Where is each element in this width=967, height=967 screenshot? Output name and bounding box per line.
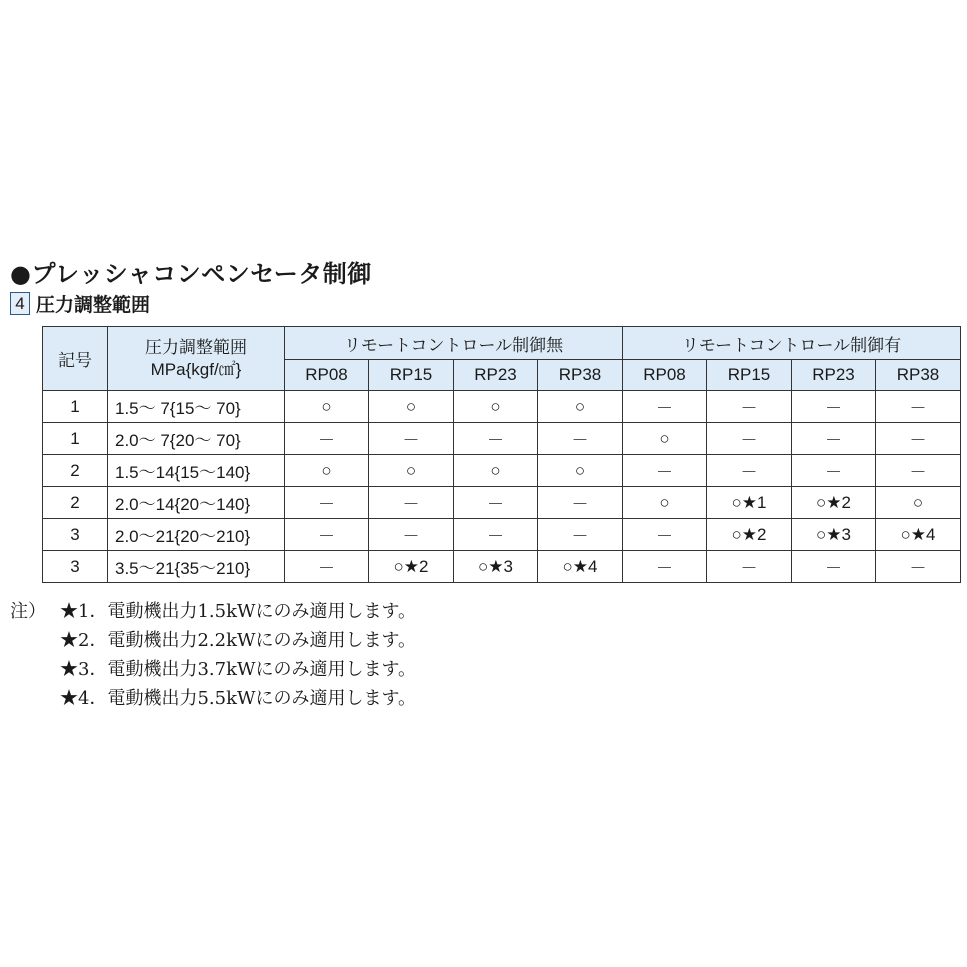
header-model: RP15 — [369, 360, 454, 391]
cell-availability: － — [285, 519, 369, 551]
header-model: RP38 — [538, 360, 623, 391]
note-item — [10, 597, 416, 626]
cell-availability: － — [369, 487, 454, 519]
header-model: RP15 — [707, 360, 792, 391]
cell-availability: ○ — [538, 391, 623, 423]
cell-availability: － — [285, 487, 369, 519]
note-text: ★2．電動機出力2.2kWにのみ適用します。 — [60, 630, 417, 651]
header-model: RP23 — [792, 360, 876, 391]
cell-range: 3.5～21{35～210} — [108, 551, 285, 583]
cell-availability: － — [454, 423, 538, 455]
cell-symbol: 1 — [43, 391, 108, 423]
cell-availability: ○ — [369, 391, 454, 423]
cell-availability: ○★1 — [707, 487, 792, 519]
header-range-line1: 圧力調整範囲 — [145, 337, 247, 357]
note-text: ★1．電動機出力1.5kWにのみ適用します。 — [60, 601, 417, 622]
cell-availability: － — [538, 423, 623, 455]
page-title: ●プレッシャコンペンセータ制御 — [10, 260, 372, 288]
note-item — [10, 626, 416, 655]
cell-availability: ○★2 — [792, 487, 876, 519]
note-item — [10, 684, 416, 713]
cell-availability: － — [792, 391, 876, 423]
cell-availability: － — [876, 423, 961, 455]
cell-availability: － — [792, 423, 876, 455]
cell-availability: － — [792, 551, 876, 583]
cell-availability: － — [623, 455, 707, 487]
cell-availability: ○★3 — [454, 551, 538, 583]
cell-range: 2.0～21{20～210} — [108, 519, 285, 551]
cell-availability: ○★3 — [792, 519, 876, 551]
cell-symbol: 3 — [43, 519, 108, 551]
notes — [10, 597, 416, 713]
cell-availability: － — [623, 551, 707, 583]
cell-availability: － — [454, 519, 538, 551]
cell-availability: － — [792, 455, 876, 487]
cell-symbol: 2 — [43, 455, 108, 487]
cell-availability: － — [876, 391, 961, 423]
header-symbol: 記号 — [43, 327, 108, 391]
cell-availability: － — [369, 423, 454, 455]
header-model: RP08 — [285, 360, 369, 391]
cell-availability: ○ — [454, 455, 538, 487]
cell-availability: ○★2 — [707, 519, 792, 551]
cell-availability: － — [707, 423, 792, 455]
cell-availability: － — [538, 519, 623, 551]
header-model: RP08 — [623, 360, 707, 391]
cell-range: 2.0～14{20～140} — [108, 487, 285, 519]
cell-availability: ○ — [623, 487, 707, 519]
cell-range: 1.5～14{15～140} — [108, 455, 285, 487]
section-heading — [10, 290, 150, 317]
cell-availability: － — [623, 391, 707, 423]
cell-availability: － — [707, 455, 792, 487]
cell-availability: － — [285, 551, 369, 583]
table-row — [43, 551, 961, 583]
header-group-without-remote: リモートコントロール制御無 — [285, 327, 623, 360]
cell-availability: ○★4 — [876, 519, 961, 551]
cell-availability: － — [285, 423, 369, 455]
cell-symbol: 2 — [43, 487, 108, 519]
section-label: 圧力調整範囲 — [36, 294, 151, 316]
note-item — [10, 655, 416, 684]
cell-availability: － — [707, 551, 792, 583]
table-row — [43, 391, 961, 423]
table-row — [43, 423, 961, 455]
cell-availability: ○ — [623, 423, 707, 455]
cell-symbol: 3 — [43, 551, 108, 583]
note-prefix: 注） — [10, 601, 46, 622]
table-row — [43, 455, 961, 487]
note-text: ★4．電動機出力5.5kWにのみ適用します。 — [60, 688, 417, 709]
cell-symbol: 1 — [43, 423, 108, 455]
cell-availability: － — [623, 519, 707, 551]
header-model: RP23 — [454, 360, 538, 391]
cell-availability: － — [707, 391, 792, 423]
cell-availability: ○ — [285, 391, 369, 423]
header-range-unit: MPa{kgf/㎠} — [150, 359, 242, 379]
table-row — [43, 487, 961, 519]
cell-availability: ○ — [454, 391, 538, 423]
cell-availability: － — [369, 519, 454, 551]
cell-availability: － — [876, 455, 961, 487]
note-text: ★3．電動機出力3.7kWにのみ適用します。 — [60, 659, 417, 680]
pressure-range-table — [42, 326, 961, 583]
cell-availability: ○★4 — [538, 551, 623, 583]
header-group-with-remote: リモートコントロール制御有 — [623, 327, 961, 360]
cell-availability: ○★2 — [369, 551, 454, 583]
cell-availability: ○ — [369, 455, 454, 487]
section-number-badge: 4 — [10, 292, 30, 315]
table-row — [43, 519, 961, 551]
cell-availability: ○ — [285, 455, 369, 487]
cell-availability: － — [454, 487, 538, 519]
cell-availability: ○ — [876, 487, 961, 519]
cell-availability: － — [538, 487, 623, 519]
header-range — [108, 327, 285, 391]
cell-range: 1.5～ 7{15～ 70} — [108, 391, 285, 423]
cell-range: 2.0～ 7{20～ 70} — [108, 423, 285, 455]
cell-availability: － — [876, 551, 961, 583]
header-model: RP38 — [876, 360, 961, 391]
cell-availability: ○ — [538, 455, 623, 487]
